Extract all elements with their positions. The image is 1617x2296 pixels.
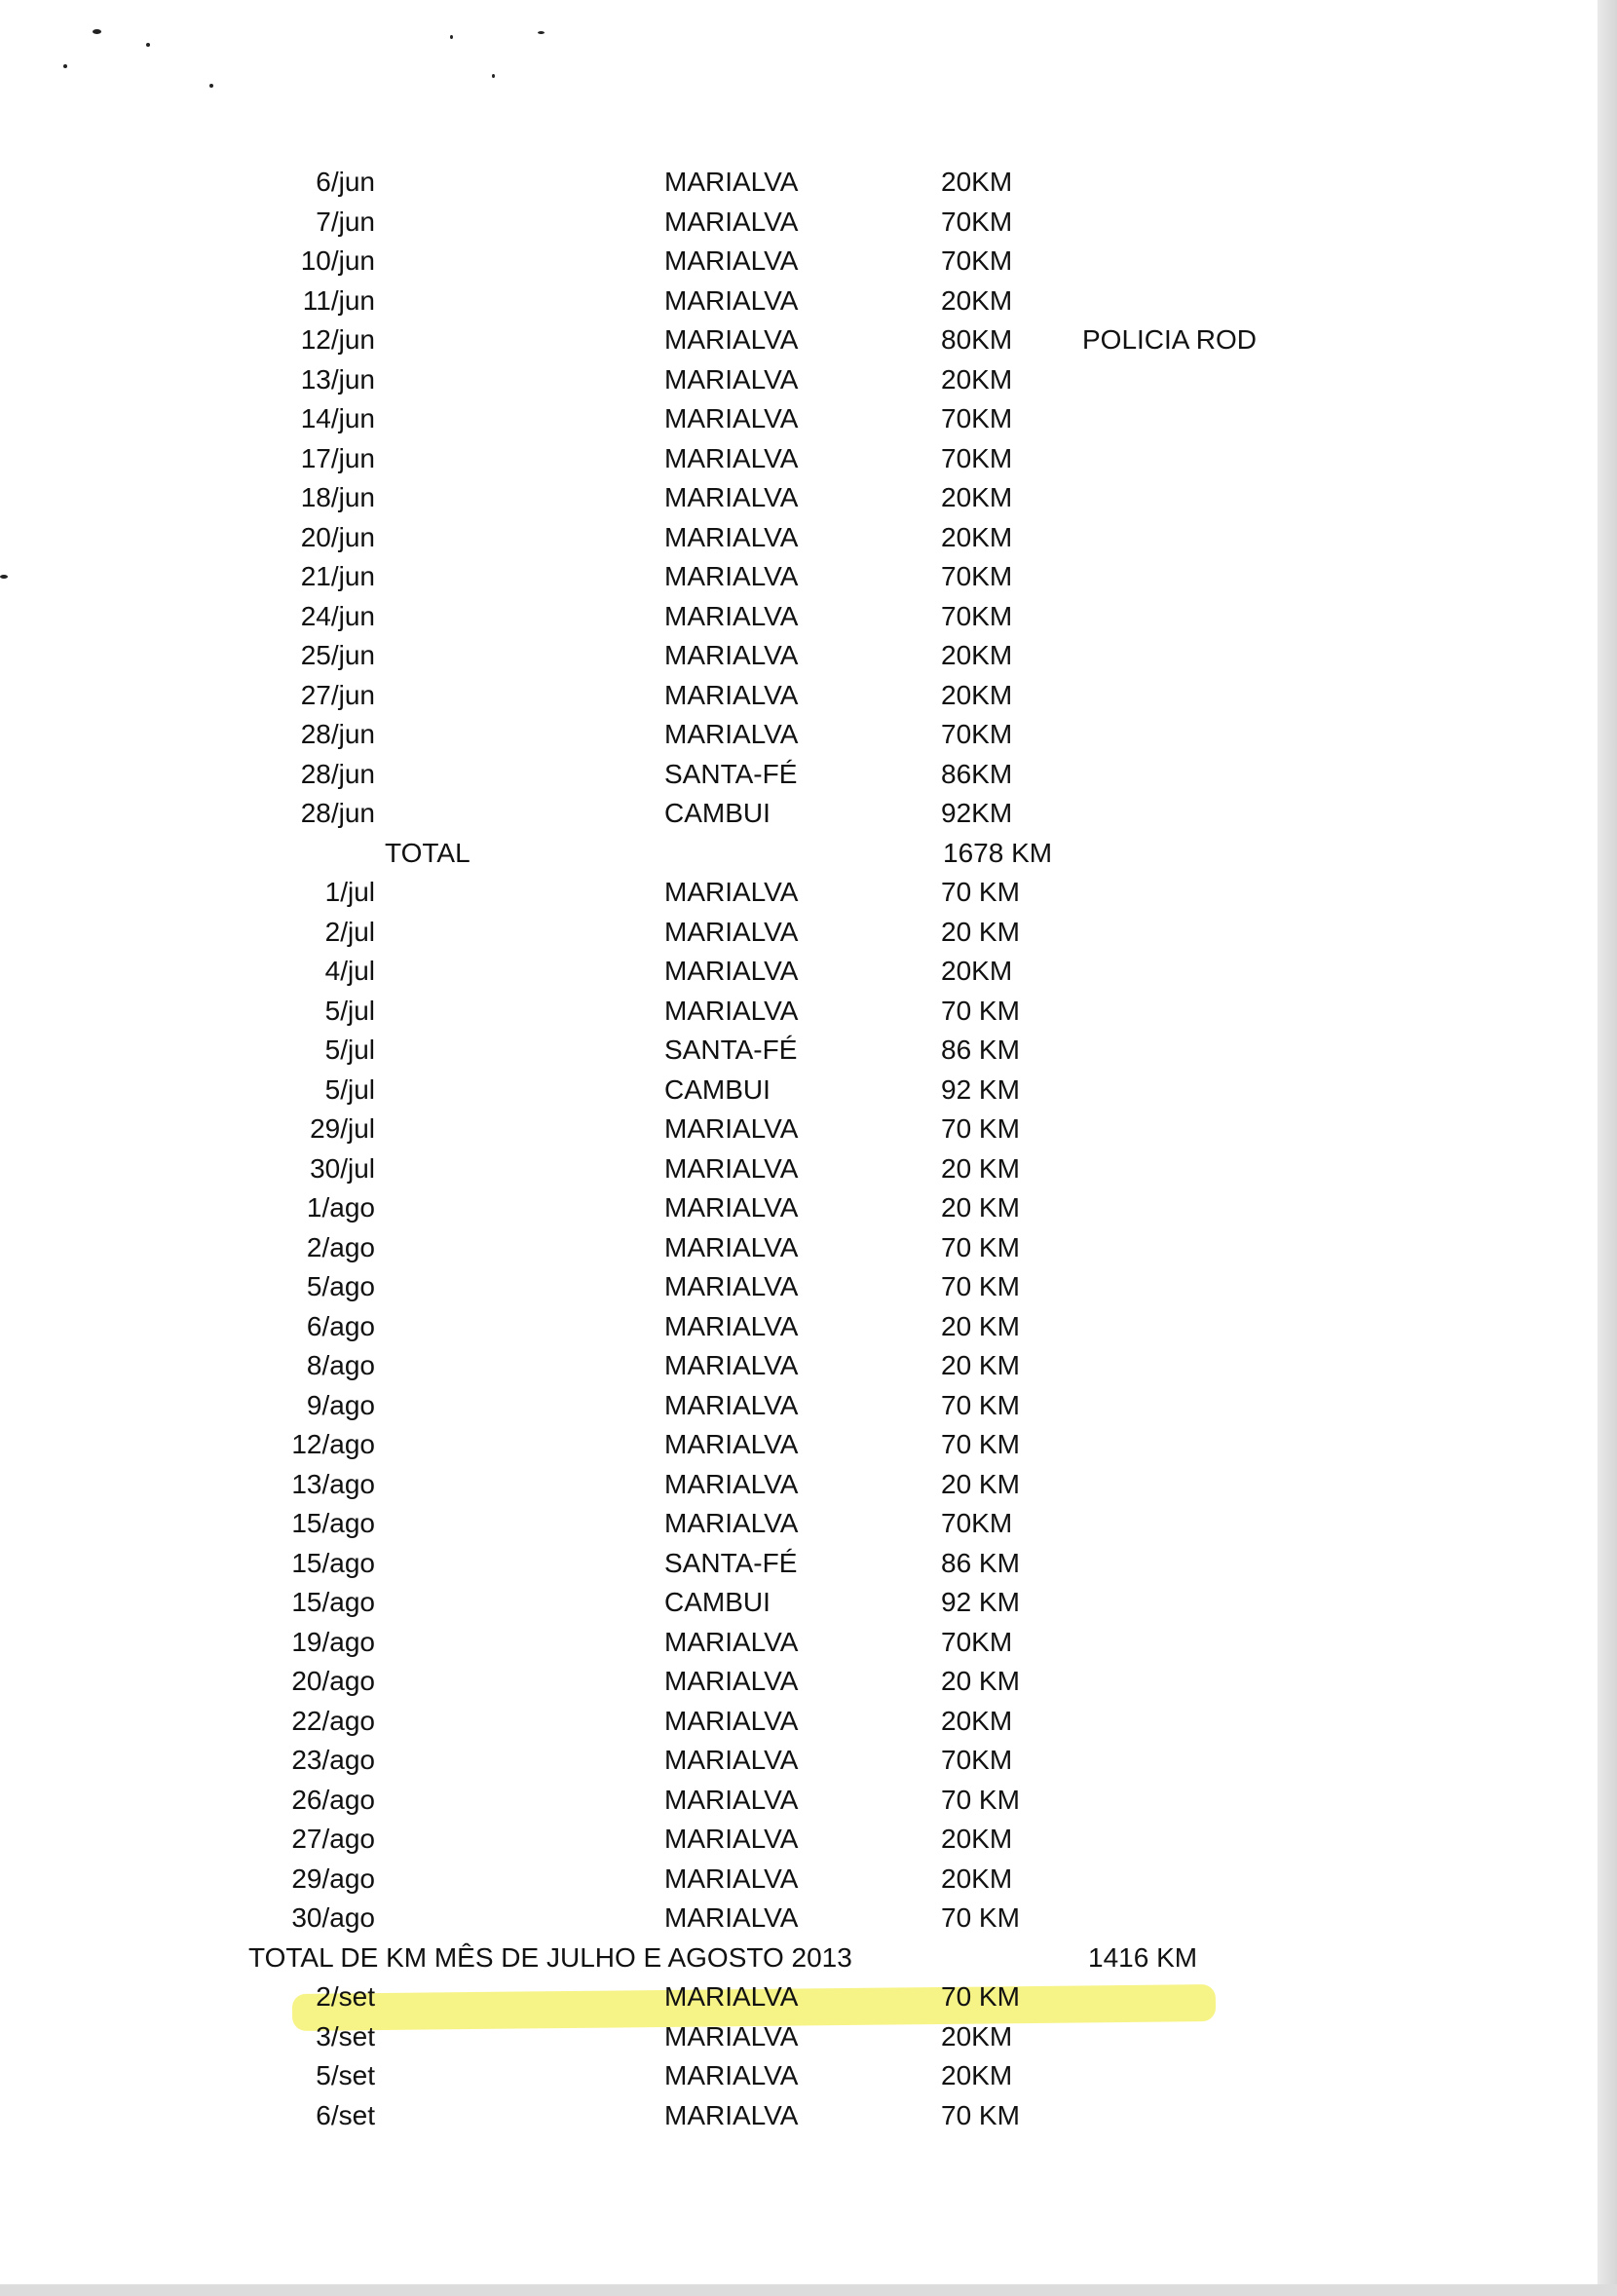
row-destination: MARIALVA xyxy=(664,1626,799,1657)
row-date: 2/set xyxy=(316,1981,375,2012)
table-row xyxy=(0,2096,1617,2135)
row-date: 6/jun xyxy=(316,167,375,197)
table-row xyxy=(0,1031,1617,1070)
row-destination: MARIALVA xyxy=(664,1863,799,1894)
row-distance: 70KM xyxy=(941,442,1013,473)
row-destination: MARIALVA xyxy=(664,403,799,433)
table-row xyxy=(0,952,1617,991)
table-row xyxy=(0,1504,1617,1543)
row-destination: MARIALVA xyxy=(664,1824,799,1854)
row-destination: MARIALVA xyxy=(664,1745,799,1775)
row-date: 4/jul xyxy=(324,956,375,986)
row-date: 27/jun xyxy=(300,679,375,710)
row-destination: MARIALVA xyxy=(664,1271,799,1301)
row-date: 19/ago xyxy=(291,1626,375,1657)
row-note: POLICIA ROD xyxy=(1082,324,1257,355)
row-distance: 70 KM xyxy=(941,1271,1020,1301)
table-row xyxy=(0,1820,1617,1859)
row-distance: 20KM xyxy=(941,1824,1013,1854)
table-row xyxy=(0,439,1617,478)
row-distance: 92KM xyxy=(941,798,1013,828)
row-date: 28/jun xyxy=(300,758,375,789)
row-distance: 20 KM xyxy=(941,1350,1020,1380)
table-row xyxy=(0,1188,1617,1227)
table-row xyxy=(0,1741,1617,1780)
row-distance: 70 KM xyxy=(941,1981,1020,2012)
table-row xyxy=(0,203,1617,242)
table-row xyxy=(0,1267,1617,1306)
row-destination: MARIALVA xyxy=(664,245,799,276)
row-destination: SANTA-FÉ xyxy=(664,758,798,789)
table-row xyxy=(0,1071,1617,1110)
row-date: 2/jul xyxy=(324,916,375,947)
row-distance: 70 KM xyxy=(941,1429,1020,1459)
row-distance: 20 KM xyxy=(941,1666,1020,1696)
row-destination: MARIALVA xyxy=(664,284,799,316)
row-date: 1/jul xyxy=(324,877,375,907)
row-date: 9/ago xyxy=(306,1389,375,1420)
table-row xyxy=(0,360,1617,399)
row-destination: MARIALVA xyxy=(664,600,799,631)
row-destination: MARIALVA xyxy=(664,719,799,749)
table-row xyxy=(0,478,1617,517)
table-row xyxy=(0,557,1617,596)
row-date: 6/ago xyxy=(306,1310,375,1341)
row-date: 29/jul xyxy=(310,1113,375,1144)
row-date: 5/jul xyxy=(324,1073,375,1105)
row-date: 23/ago xyxy=(291,1745,375,1775)
row-destination: CAMBUI xyxy=(664,1073,771,1105)
table-row xyxy=(0,1110,1617,1148)
row-date: 21/jun xyxy=(300,561,375,591)
row-destination: MARIALVA xyxy=(664,2020,799,2051)
row-date: 26/ago xyxy=(291,1784,375,1815)
row-date: 17/jun xyxy=(300,442,375,473)
total-distance: 1416 KM xyxy=(1088,1941,1198,1973)
table-row xyxy=(0,518,1617,557)
row-distance: 86 KM xyxy=(941,1035,1020,1065)
row-date: 30/ago xyxy=(291,1902,375,1933)
table-row xyxy=(0,992,1617,1031)
scan-speck xyxy=(492,74,495,78)
row-date: 18/jun xyxy=(300,482,375,512)
table-row xyxy=(0,1346,1617,1385)
table-row xyxy=(0,320,1617,359)
row-date: 14/jun xyxy=(300,403,375,433)
row-distance: 20KM xyxy=(941,2020,1013,2051)
row-destination: SANTA-FÉ xyxy=(664,1547,798,1578)
row-date: 5/set xyxy=(316,2060,375,2090)
table-row xyxy=(0,755,1617,794)
row-distance: 70KM xyxy=(941,561,1013,591)
table-row xyxy=(0,1386,1617,1425)
row-destination: MARIALVA xyxy=(664,1231,799,1262)
row-destination: MARIALVA xyxy=(664,1192,799,1223)
total-row-july-august xyxy=(0,1938,1617,1977)
row-date: 3/set xyxy=(316,2020,375,2051)
row-distance: 70KM xyxy=(941,1508,1013,1538)
row-distance: 70KM xyxy=(941,600,1013,631)
scan-bottom-edge xyxy=(0,2284,1617,2296)
row-destination: MARIALVA xyxy=(664,167,799,197)
row-destination: MARIALVA xyxy=(664,206,799,237)
scan-speck xyxy=(209,84,213,88)
table-row xyxy=(0,715,1617,754)
row-destination: MARIALVA xyxy=(664,1310,799,1341)
row-distance: 20 KM xyxy=(941,916,1020,947)
table-row xyxy=(0,1149,1617,1188)
row-date: 2/ago xyxy=(306,1231,375,1262)
row-distance: 20 KM xyxy=(941,1192,1020,1223)
table-row xyxy=(0,913,1617,952)
row-destination: MARIALVA xyxy=(664,324,799,355)
scan-speck xyxy=(450,35,453,39)
scan-speck xyxy=(538,31,545,34)
row-date: 15/ago xyxy=(291,1587,375,1617)
row-distance: 70KM xyxy=(941,245,1013,276)
row-distance: 80KM xyxy=(941,324,1013,355)
row-destination: MARIALVA xyxy=(664,877,799,907)
table-row xyxy=(0,676,1617,715)
row-destination: CAMBUI xyxy=(664,1587,771,1617)
row-distance: 20KM xyxy=(941,363,1013,395)
row-distance: 20KM xyxy=(941,2060,1013,2090)
scan-speck xyxy=(146,43,150,47)
row-date: 5/jul xyxy=(324,1035,375,1065)
row-date: 13/ago xyxy=(291,1468,375,1499)
row-destination: MARIALVA xyxy=(664,956,799,986)
row-destination: MARIALVA xyxy=(664,1429,799,1459)
row-distance: 70 KM xyxy=(941,1231,1020,1262)
row-destination: MARIALVA xyxy=(664,916,799,947)
row-distance: 70 KM xyxy=(941,995,1020,1026)
row-distance: 70 KM xyxy=(941,1389,1020,1420)
row-distance: 20KM xyxy=(941,679,1013,710)
row-destination: MARIALVA xyxy=(664,482,799,512)
table-row xyxy=(0,282,1617,320)
row-distance: 70KM xyxy=(941,719,1013,749)
row-date: 28/jun xyxy=(300,798,375,828)
table-row xyxy=(0,1623,1617,1662)
row-date: 25/jun xyxy=(300,640,375,670)
row-distance: 70KM xyxy=(941,403,1013,433)
row-distance: 20KM xyxy=(941,284,1013,316)
total-label: TOTAL DE KM MÊS DE JULHO E AGOSTO 2013 xyxy=(248,1941,852,1973)
row-destination: MARIALVA xyxy=(664,1350,799,1380)
table-row xyxy=(0,2056,1617,2095)
row-distance: 70KM xyxy=(941,1626,1013,1657)
table-row xyxy=(0,1702,1617,1741)
table-row xyxy=(0,2017,1617,2056)
row-date: 30/jul xyxy=(310,1152,375,1184)
row-destination: MARIALVA xyxy=(664,442,799,473)
table-row xyxy=(0,1544,1617,1583)
row-distance: 20KM xyxy=(941,1705,1013,1736)
row-date: 13/jun xyxy=(300,363,375,395)
row-destination: MARIALVA xyxy=(664,679,799,710)
row-date: 28/jun xyxy=(300,719,375,749)
table-row xyxy=(0,1228,1617,1267)
row-destination: MARIALVA xyxy=(664,1981,799,2012)
row-destination: MARIALVA xyxy=(664,561,799,591)
row-distance: 20KM xyxy=(941,482,1013,512)
table-row xyxy=(0,242,1617,281)
table-row xyxy=(0,794,1617,833)
table-row xyxy=(0,1425,1617,1464)
row-destination: MARIALVA xyxy=(664,1705,799,1736)
row-destination: MARIALVA xyxy=(664,1468,799,1499)
row-date: 22/ago xyxy=(291,1705,375,1736)
total-distance: 1678 KM xyxy=(943,837,1053,868)
row-distance: 86KM xyxy=(941,758,1013,789)
row-destination: MARIALVA xyxy=(664,1152,799,1184)
row-distance: 92 KM xyxy=(941,1073,1020,1105)
table-row xyxy=(0,1781,1617,1820)
row-distance: 70 KM xyxy=(941,1113,1020,1144)
row-date: 1/ago xyxy=(306,1192,375,1223)
row-destination: MARIALVA xyxy=(664,363,799,395)
row-date: 5/jul xyxy=(324,995,375,1026)
row-date: 7/jun xyxy=(316,206,375,237)
row-date: 24/jun xyxy=(300,600,375,631)
row-date: 10/jun xyxy=(300,245,375,276)
row-date: 5/ago xyxy=(306,1271,375,1301)
table-row xyxy=(0,636,1617,675)
row-destination: MARIALVA xyxy=(664,1508,799,1538)
row-date: 12/ago xyxy=(291,1429,375,1459)
row-date: 11/jun xyxy=(302,284,375,316)
row-destination: MARIALVA xyxy=(664,640,799,670)
row-distance: 20KM xyxy=(941,956,1013,986)
row-destination: MARIALVA xyxy=(664,1113,799,1144)
row-date: 20/jun xyxy=(300,521,375,552)
row-destination: MARIALVA xyxy=(664,1902,799,1933)
table-row xyxy=(0,1899,1617,1938)
row-date: 29/ago xyxy=(291,1863,375,1894)
row-distance: 70 KM xyxy=(941,877,1020,907)
table-row xyxy=(0,1860,1617,1899)
row-distance: 20 KM xyxy=(941,1310,1020,1341)
row-destination: MARIALVA xyxy=(664,521,799,552)
row-distance: 20KM xyxy=(941,1863,1013,1894)
row-date: 15/ago xyxy=(291,1508,375,1538)
table-row xyxy=(0,1977,1617,2016)
row-destination: MARIALVA xyxy=(664,1389,799,1420)
row-distance: 70KM xyxy=(941,1745,1013,1775)
row-date: 27/ago xyxy=(291,1824,375,1854)
row-distance: 20 KM xyxy=(941,1468,1020,1499)
row-distance: 70 KM xyxy=(941,1902,1020,1933)
row-destination: MARIALVA xyxy=(664,2099,799,2130)
row-destination: MARIALVA xyxy=(664,2060,799,2090)
row-destination: SANTA-FÉ xyxy=(664,1035,798,1065)
row-distance: 20 KM xyxy=(941,1152,1020,1184)
row-distance: 86 KM xyxy=(941,1547,1020,1578)
table-row xyxy=(0,873,1617,912)
scan-speck xyxy=(63,64,67,68)
row-distance: 20KM xyxy=(941,640,1013,670)
row-date: 15/ago xyxy=(291,1547,375,1578)
row-distance: 70 KM xyxy=(941,2099,1020,2130)
row-distance: 20KM xyxy=(941,521,1013,552)
row-destination: MARIALVA xyxy=(664,1784,799,1815)
row-date: 8/ago xyxy=(306,1350,375,1380)
row-date: 20/ago xyxy=(291,1666,375,1696)
row-distance: 92 KM xyxy=(941,1587,1020,1617)
row-destination: CAMBUI xyxy=(664,798,771,828)
total-label: TOTAL xyxy=(385,837,470,868)
scan-speck xyxy=(93,29,101,34)
table-row xyxy=(0,597,1617,636)
row-distance: 20KM xyxy=(941,167,1013,197)
row-distance: 70 KM xyxy=(941,1784,1020,1815)
table-row xyxy=(0,399,1617,438)
row-date: 12/jun xyxy=(300,324,375,355)
row-distance: 70KM xyxy=(941,206,1013,237)
row-date: 6/set xyxy=(316,2099,375,2130)
table-row xyxy=(0,1662,1617,1701)
row-destination: MARIALVA xyxy=(664,1666,799,1696)
total-row-june xyxy=(0,834,1617,873)
table-row xyxy=(0,1307,1617,1346)
table-row xyxy=(0,1583,1617,1622)
table-row xyxy=(0,163,1617,202)
row-destination: MARIALVA xyxy=(664,995,799,1026)
table-row xyxy=(0,1465,1617,1504)
